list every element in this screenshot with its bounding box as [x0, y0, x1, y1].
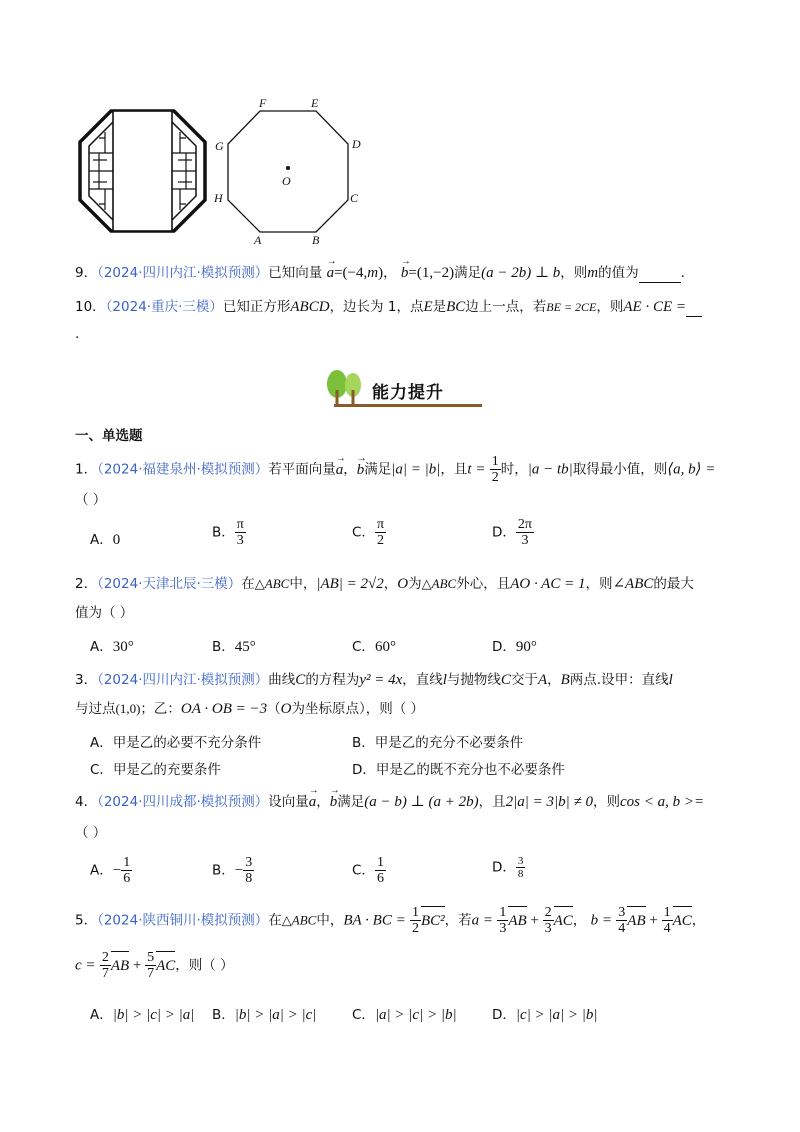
punct: ， — [383, 265, 397, 281]
denominator: 7 — [147, 966, 155, 981]
option-label: B． — [212, 1007, 235, 1023]
question-text: 取得最小值，则 — [572, 461, 668, 478]
numerator: 1 — [412, 905, 419, 920]
question-text: 为 — [408, 576, 422, 592]
paren: ) — [378, 265, 384, 281]
question-text: 的方程为 — [305, 672, 360, 688]
option-label: D． — [492, 859, 516, 876]
perpendicular-condition: (a − b) ⊥ (a + 2b) — [364, 794, 479, 810]
question-text: 两点.设甲：直线 — [569, 672, 669, 688]
vertex-label-e: E — [311, 96, 319, 110]
numerator: 1 — [376, 855, 384, 870]
option-a[interactable] — [90, 855, 132, 886]
denominator: 3 — [521, 533, 529, 548]
question-text: 是 — [432, 299, 447, 315]
option-label: C． — [352, 1007, 375, 1023]
question-text: 交于 — [510, 672, 538, 688]
option-value: 0 — [112, 532, 121, 548]
line-l: l — [668, 672, 673, 688]
vector-a: → a — [336, 456, 344, 484]
point-e: E — [423, 299, 433, 315]
punct: ， — [383, 576, 398, 592]
magnitude-expression: |a − tb| — [527, 461, 573, 478]
option-label: D． — [492, 524, 516, 541]
option-a[interactable] — [90, 528, 120, 549]
denominator: 2 — [491, 470, 499, 485]
denominator: 4 — [618, 921, 626, 936]
section-banner — [322, 366, 482, 414]
question-text: ，则 — [596, 299, 624, 315]
side-length: |AB| = 2√2 — [316, 576, 384, 592]
point-o: O — [280, 701, 292, 717]
vector-b: → b — [330, 792, 338, 812]
vector-ab: AB — [627, 906, 645, 936]
answer-paren: （ ） — [75, 825, 107, 841]
option-b[interactable] — [212, 635, 256, 656]
option-value: 30° — [112, 639, 134, 655]
question-text: 在 — [268, 912, 282, 929]
question-text: 在 — [241, 576, 255, 592]
fraction — [616, 905, 627, 936]
fraction — [145, 950, 156, 981]
question-text: ，且 — [440, 461, 468, 478]
banner-underline — [334, 404, 482, 407]
question-text: ，且 — [478, 794, 506, 810]
question-number: 10． — [75, 299, 106, 315]
question-number: 5． — [75, 912, 98, 929]
option-label: C． — [90, 762, 113, 778]
square-name: ABCD — [290, 299, 330, 315]
question-text: ，则 — [585, 576, 613, 592]
option-value: 60° — [374, 639, 396, 655]
fraction-one-half — [490, 454, 501, 485]
fraction — [516, 855, 526, 880]
denominator: 2 — [412, 921, 419, 936]
numerator: 5 — [147, 950, 155, 965]
numerator: 2 — [544, 905, 552, 920]
angle-abc: ∠ABC — [612, 576, 654, 592]
question-source: （2024·四川内江·模拟预测） — [97, 672, 269, 688]
question-text: ，则 — [560, 265, 588, 281]
option-label: A． — [90, 639, 113, 655]
question-number: 2． — [75, 576, 98, 592]
variable-m: m — [367, 265, 379, 281]
numerator: π — [376, 517, 385, 532]
option-d[interactable] — [492, 855, 525, 880]
numerator: 2π — [517, 517, 532, 532]
dot-product-expression: AE · CE = — [623, 299, 687, 315]
denominator: 7 — [101, 966, 109, 981]
question-text: ，直线 — [402, 672, 443, 688]
denominator: 8 — [517, 868, 524, 880]
option-b[interactable] — [352, 731, 523, 751]
option-label: A． — [90, 532, 113, 548]
question-text: 已知向量 — [268, 265, 323, 281]
numerator: π — [236, 517, 244, 532]
question-source: （2024·重庆·三模） — [105, 299, 223, 315]
option-b[interactable] — [212, 517, 246, 548]
vector-ac: AC — [554, 906, 573, 936]
line-l: l — [442, 672, 447, 688]
denominator: 3 — [544, 921, 552, 936]
vector-b-equals: b = — [590, 912, 612, 929]
numerator: 1 — [491, 454, 499, 469]
question-3 — [75, 670, 673, 690]
magnitude-condition: 2|a| = 3|b| ≠ 0 — [505, 794, 593, 810]
numerator: 3 — [618, 905, 626, 920]
question-text: 已知正方形 — [222, 299, 291, 315]
question-text: 外心，且 — [456, 576, 511, 592]
numerator: 3 — [517, 855, 524, 867]
angle-expression: ⟨a, b⟩ = — [667, 461, 716, 478]
option-label: D． — [352, 762, 376, 778]
question-text: 的值为 — [598, 265, 639, 281]
question-text: 中， — [289, 576, 317, 592]
question-text: 时， — [500, 461, 528, 478]
question-source: （2024·天津北辰·三模） — [97, 576, 242, 592]
option-value: 甲是乙的充要条件 — [112, 762, 221, 778]
vector-b-value: =(1,−2) — [408, 265, 455, 281]
center-label-o: O — [282, 174, 291, 188]
option-sign: − — [234, 862, 244, 879]
option-value: 90° — [515, 639, 537, 655]
question-3-line2 — [75, 699, 424, 719]
question-2 — [75, 574, 694, 594]
fraction — [497, 905, 508, 936]
option-a[interactable] — [90, 635, 134, 656]
vertex-label-c: C — [350, 191, 359, 205]
labeled-octagon-diagram — [212, 96, 370, 248]
denominator: 6 — [123, 871, 131, 886]
option-label: D． — [492, 639, 516, 655]
option-label: C． — [352, 524, 375, 541]
vector-ab: AB — [111, 951, 129, 981]
fraction — [662, 905, 673, 936]
question-text: 的最大 — [653, 576, 694, 592]
answer-blank[interactable] — [639, 262, 681, 283]
option-b[interactable] — [212, 855, 254, 886]
numerator: 1 — [123, 855, 131, 870]
vector-a: → a — [327, 263, 335, 283]
question-4: 4．（2024·四川成都·模拟预测）设向量→ a，→ b满足(a − b) ⊥ (a + 2b)，且2|a| = 3|b| ≠ 0，则cos < a, b >= — [75, 792, 704, 812]
cosine-expression: cos < a, b >= — [620, 794, 705, 810]
question-text: 满足 — [364, 461, 392, 478]
vertex-label-b: B — [312, 233, 320, 247]
numerator: 1 — [663, 905, 671, 920]
option-label: A． — [90, 735, 113, 751]
question-10 — [75, 296, 702, 317]
curve-c: C — [295, 672, 306, 688]
denominator: 3 — [499, 921, 507, 936]
vector-a-value: =(−4, — [334, 265, 368, 281]
numerator: 1 — [499, 905, 507, 920]
option-label: A． — [90, 862, 113, 879]
point-coordinates: (1,0) — [115, 701, 141, 716]
vector-ac: AC — [673, 906, 692, 936]
triangle-name: △ABC — [281, 912, 317, 928]
option-c[interactable] — [352, 855, 386, 886]
question-text: 若平面向量 — [268, 461, 336, 478]
fraction — [375, 517, 386, 548]
window-octagon-figure — [75, 108, 210, 234]
question-source: （2024·福建泉州·模拟预测） — [97, 461, 269, 478]
segment-bc: BC — [446, 299, 466, 315]
question-2-line2: 值为（ ） — [75, 605, 134, 621]
question-10-end: . — [75, 326, 80, 342]
option-value: |b| > |c| > |a| — [112, 1007, 195, 1023]
option-c[interactable] — [352, 635, 396, 656]
question-5-line2: c = $\frac{2}{7}$ AB + $\frac{5}{7}$ AC，则（ ） — [75, 950, 234, 981]
magnitude-condition: |a| = |b| — [391, 461, 441, 478]
numerator: 3 — [245, 855, 253, 870]
vertex-label-h: H — [214, 191, 223, 205]
option-sign: − — [112, 862, 122, 879]
option-a[interactable] — [90, 731, 261, 751]
question-1: 1．（2024·福建泉州·模拟预测）若平面向量→ a，→ b满足|a| = |b|，且t = $\frac{1}{2}$ 时，|a − tb|取得最小值，则⟨a, b⟩ = — [75, 454, 715, 485]
ratio-condition: BE = 2CE — [546, 300, 597, 314]
punct: ， — [547, 672, 561, 688]
fraction — [121, 855, 132, 886]
option-a[interactable] — [90, 1003, 194, 1024]
punct: （ — [267, 701, 281, 717]
numerator: 2 — [101, 950, 109, 965]
vector-ac: AC — [156, 951, 175, 981]
question-text: 中， — [316, 912, 344, 929]
answer-paren: （ ） — [75, 492, 107, 508]
question-number: 4． — [75, 794, 98, 810]
vector-b: → b — [401, 263, 409, 283]
curve-c: C — [500, 672, 511, 688]
option-d[interactable] — [352, 758, 565, 778]
dot-product-expression: BA · BC = — [343, 912, 406, 929]
question-text: ，边长为 1，点 — [329, 299, 424, 315]
vertex-label-a: A — [254, 233, 262, 247]
triangle-name: △ABC — [421, 576, 457, 591]
question-text: 满足 — [337, 794, 365, 810]
option-value: 45° — [234, 639, 256, 655]
question-text: 设向量 — [268, 794, 309, 810]
vector-c-equals: c = — [75, 957, 96, 974]
fraction — [100, 950, 111, 981]
denominator: 2 — [376, 533, 384, 548]
question-number: 9． — [75, 265, 98, 281]
question-source: （2024·陕西铜川·模拟预测） — [97, 912, 269, 929]
question-source: （2024·四川内江·模拟预测） — [97, 265, 269, 281]
dot-product-condition: OA · OB = −3 — [180, 701, 268, 717]
point-a: A — [537, 672, 548, 688]
option-b[interactable] — [212, 1003, 316, 1024]
point-b: B — [560, 672, 570, 688]
vector-a: → a — [309, 792, 317, 812]
option-label: D． — [492, 1007, 516, 1023]
punct: . — [680, 265, 685, 281]
vertex-label-d: D — [352, 137, 361, 151]
parabola-equation: y² = 4x — [359, 672, 403, 688]
option-d[interactable] — [492, 517, 534, 548]
option-label: B． — [212, 862, 235, 879]
option-label: B． — [212, 639, 235, 655]
option-value: 甲是乙的既不充分也不必要条件 — [375, 762, 565, 778]
option-d[interactable] — [492, 635, 537, 656]
denominator: 3 — [236, 533, 244, 548]
point-o: O — [397, 576, 409, 592]
question-source: （2024·四川成都·模拟预测） — [97, 794, 269, 810]
option-label: A． — [90, 1007, 113, 1023]
question-text: ，则（ ） — [175, 957, 234, 974]
denominator: 4 — [663, 921, 671, 936]
option-value: |a| > |c| > |b| — [374, 1007, 457, 1023]
fraction — [516, 517, 534, 548]
section-title: 一、单选题 — [75, 428, 143, 444]
vector-a-equals: a = — [471, 912, 494, 929]
question-text: 曲线 — [268, 672, 296, 688]
fraction — [543, 905, 554, 936]
option-c[interactable] — [90, 758, 221, 778]
dot-product-condition: AO · AC = 1 — [510, 576, 586, 592]
t-equals: t = — [467, 461, 486, 478]
vector-ab: AB — [508, 906, 526, 936]
question-number: 3． — [75, 672, 98, 688]
question-text: ，则 — [593, 794, 620, 810]
question-text: 为坐标原点），则（ ） — [291, 701, 425, 717]
question-5: 5．（2024·陕西铜川·模拟预测）在△ABC中，BA · BC = $\frac{1}{2}$ BC²，若a = $\frac{1}{3}$ AB + $\frac{2}{3}$ AC， b = $\frac{3}{4}$ AB + $\frac{1}{4}$ AC， — [75, 905, 706, 936]
vector-b: → b — [357, 456, 365, 484]
fraction — [410, 905, 421, 936]
perpendicular-condition: (a − 2b) ⊥ b — [481, 265, 561, 281]
option-label: B． — [352, 735, 375, 751]
answer-blank[interactable] — [686, 296, 702, 317]
denominator: 8 — [245, 871, 253, 886]
option-label: C． — [352, 639, 375, 655]
fraction — [243, 855, 254, 886]
option-c[interactable] — [352, 1003, 457, 1024]
denominator: 6 — [376, 871, 384, 886]
vertex-label-f: F — [259, 96, 267, 110]
vertex-label-g: G — [215, 139, 224, 153]
question-text: ；乙： — [140, 701, 181, 717]
option-c[interactable] — [352, 517, 386, 548]
variable-m: m — [587, 265, 599, 281]
option-label: B． — [212, 524, 235, 541]
option-value: |b| > |a| > |c| — [234, 1007, 317, 1023]
option-value: |c| > |a| > |b| — [515, 1007, 598, 1023]
option-d[interactable] — [492, 1003, 598, 1024]
triangle-name: △ABC — [254, 576, 290, 591]
vector-bc-squared: BC² — [421, 906, 445, 936]
question-text: 边上一点，若 — [465, 299, 547, 315]
question-text: ，若 — [444, 912, 472, 929]
fraction — [235, 517, 246, 548]
option-label: C． — [352, 862, 375, 879]
question-text: 与过点 — [75, 701, 116, 717]
question-text: 与抛物线 — [446, 672, 501, 688]
banner-title: 能力提升 — [372, 383, 444, 403]
question-9 — [75, 262, 685, 283]
question-text: 满足 — [454, 265, 482, 281]
question-number: 1． — [75, 461, 98, 478]
fraction — [375, 855, 386, 886]
option-value: 甲是乙的必要不充分条件 — [112, 735, 262, 751]
option-value: 甲是乙的充分不必要条件 — [374, 735, 524, 751]
